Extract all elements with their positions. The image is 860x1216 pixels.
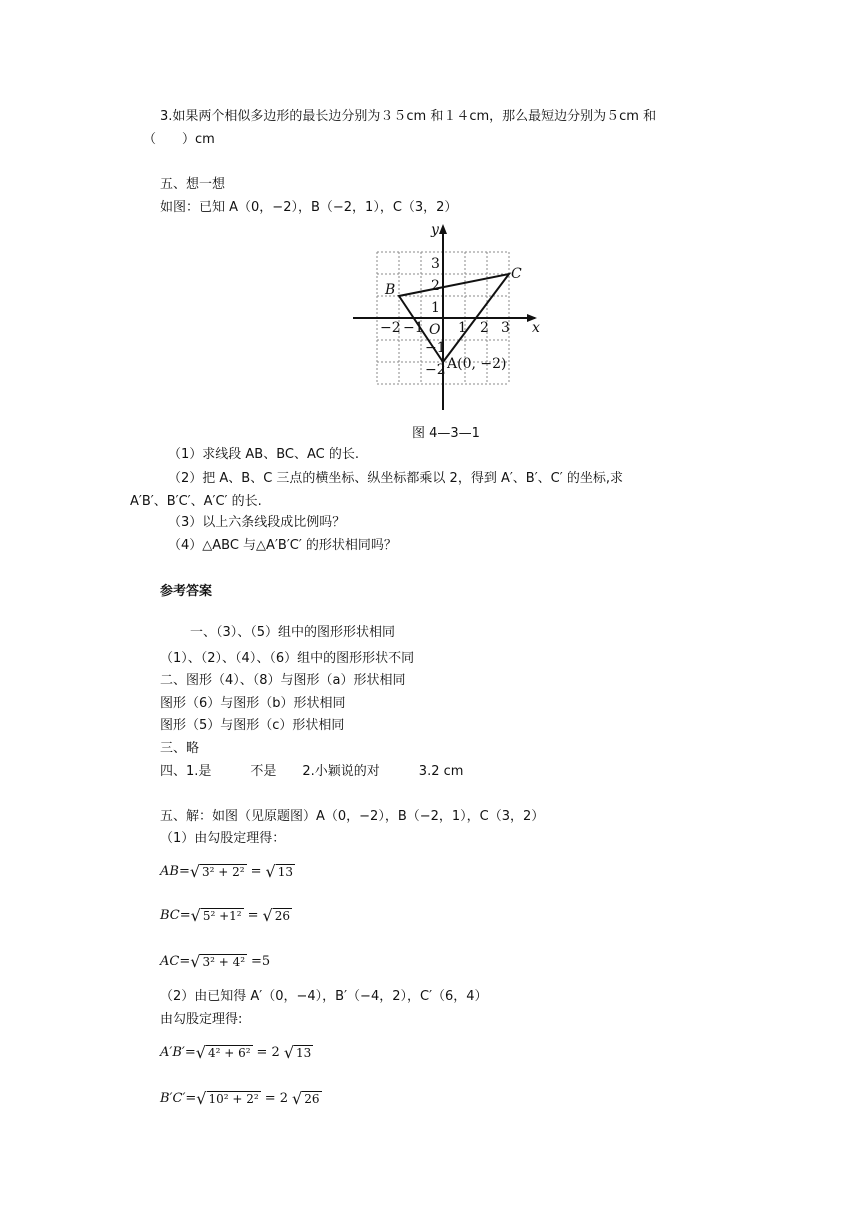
tick-y-3: 3 — [431, 256, 440, 272]
formula-bc: BC= √ 5² +1² = √ 26 — [160, 906, 290, 925]
tick-y-2: 2 — [431, 278, 440, 294]
sub-question-2a: （2）把 A、B、C 三点的横坐标、纵坐标都乘以 2，得到 A′、B′、C′ 的坐标,求 — [168, 471, 623, 486]
section-5-intro: 如图：已知 A（0，−2），B（−2，1），C（3，2） — [160, 200, 458, 215]
formula-apbp-label: A′B′= — [160, 1045, 196, 1060]
formula-ac-result: =5 — [251, 954, 271, 969]
tick-x-1: 1 — [458, 320, 467, 336]
section-5-title: 五、想一想 — [160, 177, 226, 192]
tick-y-neg2: −2 — [425, 362, 446, 378]
answer-line-10: （2）由已知得 A′（0，−4），B′（−4，2），C′（6，4） — [160, 989, 488, 1004]
tick-x-neg2: −2 — [380, 320, 401, 336]
sub-question-2b: A′B′、B′C′、A′C′ 的长. — [130, 494, 262, 509]
formula-apbp: A′B′= √ 4² + 6² = 2 √ 13 — [160, 1043, 312, 1062]
x-axis-label: x — [532, 320, 540, 336]
formula-ac-label: AC= — [160, 954, 191, 969]
formula-ac-radicand: 3² + 4² — [202, 955, 246, 969]
formula-ab-radicand: 3² + 2² — [202, 865, 245, 879]
formula-bpcp-result: 26 — [304, 1092, 320, 1106]
formula-ab: AB= √ 3² + 2² = √ 13 — [160, 862, 294, 881]
formula-apbp-result: 13 — [296, 1046, 312, 1060]
answer-line-4: 图形（6）与图形（b）形状相同 — [160, 696, 346, 711]
formula-ab-label: AB= — [160, 864, 190, 879]
tick-x-3: 3 — [501, 320, 510, 336]
answers-title: 参考答案 — [160, 584, 213, 599]
answer-line-7: 四、1.是 不是 2.小颖说的对 3.2 cm — [160, 764, 464, 779]
point-b-label: B — [385, 282, 396, 298]
answer-line-11: 由勾股定理得: — [160, 1012, 243, 1027]
origin-label: O — [429, 322, 441, 338]
answer-line-8: 五、解：如图（见原题图）A（0，−2），B（−2，1），C（3，2） — [160, 809, 545, 824]
formula-bpcp: B′C′= √ 10² + 2² = 2 √ 26 — [160, 1089, 320, 1108]
formula-bc-label: BC= — [160, 908, 191, 923]
answer-line-9: （1）由勾股定理得： — [160, 831, 286, 846]
sub-question-4: （4）△ABC 与△A′B′C′ 的形状相同吗？ — [168, 538, 397, 553]
formula-ac: AC= √ 3² + 4² =5 — [160, 952, 271, 971]
coordinate-graph — [345, 222, 545, 414]
answer-line-1: 一、（3）、（5）组中的图形形状相同 — [190, 625, 396, 640]
answer-line-2: （1）、（2）、（4）、（6）组中的图形形状不同 — [160, 651, 415, 666]
formula-bc-radicand: 5² +1² — [202, 909, 242, 923]
question-3-line2: （ ）cm — [143, 132, 215, 147]
y-axis-label: y — [431, 222, 439, 238]
tick-y-1: 1 — [431, 300, 440, 316]
question-3-line1: 3.如果两个相似多边形的最长边分别为３５cm 和１４cm，那么最短边分别为５cm 和 — [160, 109, 657, 124]
formula-apbp-radicand: 4² + 6² — [207, 1046, 251, 1060]
answer-line-5: 图形（5）与图形（c）形状相同 — [160, 718, 345, 733]
point-a-label: A(0, −2) — [447, 356, 507, 372]
tick-x-2: 2 — [480, 320, 489, 336]
y-axis-arrow — [439, 224, 447, 234]
formula-bpcp-label: B′C′= — [160, 1091, 197, 1106]
answer-line-6: 三、略 — [160, 741, 200, 756]
answer-line-3: 二、图形（4）、（8）与图形（a）形状相同 — [160, 673, 406, 688]
point-c-label: C — [511, 266, 522, 282]
figure-caption: 图 4—3—1 — [412, 426, 480, 441]
tick-x-neg1: −1 — [403, 320, 424, 336]
tick-y-neg1: −1 — [425, 340, 446, 356]
sub-question-1: （1）求线段 AB、BC、AC 的长. — [168, 447, 359, 462]
formula-bpcp-radicand: 10² + 2² — [208, 1092, 259, 1106]
formula-ab-result: 13 — [277, 865, 294, 879]
formula-bc-result: 26 — [274, 909, 290, 923]
sub-question-3: （3）以上六条线段成比例吗？ — [168, 515, 346, 530]
